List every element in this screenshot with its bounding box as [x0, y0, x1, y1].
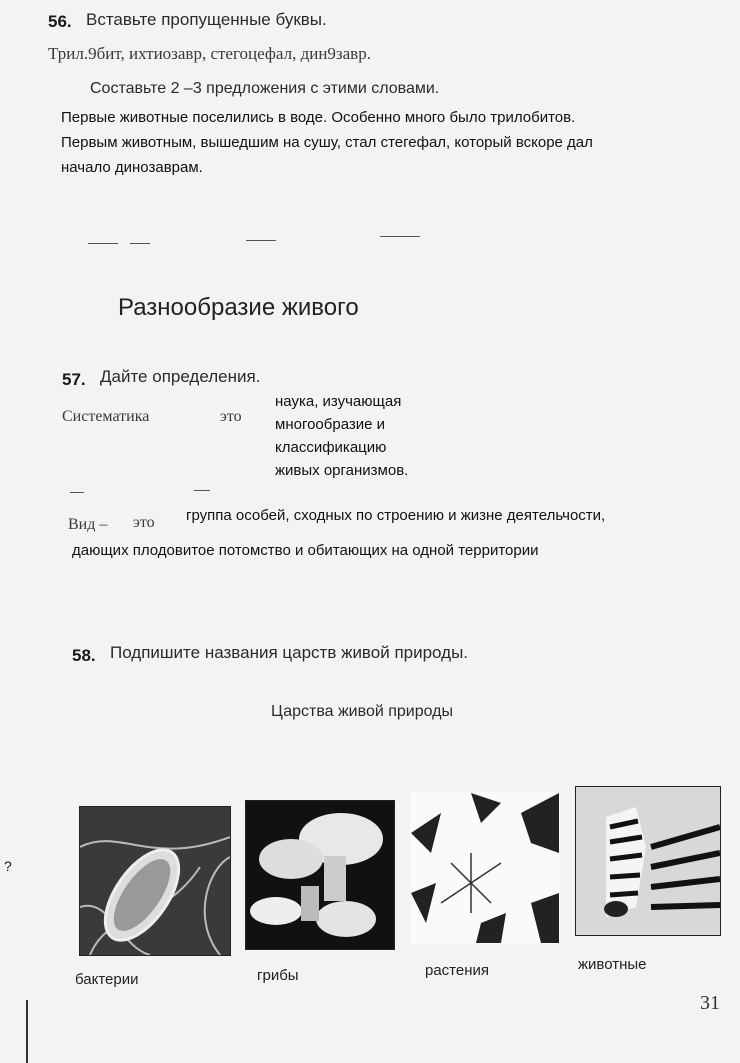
def1-line-3: классификацию	[275, 439, 387, 456]
caption-fungi: грибы	[257, 967, 299, 984]
answer-line-2: Первым животным, вышедшим на сушу, стал стегефал, который вскоре дал	[61, 134, 593, 151]
zebra-image	[575, 786, 721, 936]
task-56-subprompt: Составьте 2 –3 предложения с этими словами.	[90, 80, 440, 97]
task-58-number: 58.	[72, 646, 96, 665]
caption-bacteria: бактерии	[75, 971, 139, 988]
caption-plants: растения	[425, 962, 490, 979]
kingdoms-subtitle: Царства живой природы	[271, 703, 453, 720]
mushrooms-image	[245, 800, 395, 950]
plants-image	[410, 792, 560, 944]
task-57-number: 57.	[62, 370, 86, 389]
answer-line-1: Первые животные поселились в воде. Особенно много было трилобитов.	[61, 109, 576, 126]
term-species: Вид –	[68, 516, 108, 533]
bacteria-image	[79, 806, 231, 956]
task-58-prompt: Подпишите названия царств живой природы.	[110, 643, 469, 662]
task-57-prompt: Дайте определения.	[100, 367, 261, 386]
task-56-words: Трил.9бит, ихтиозавр, стегоцефал, дин9завр.	[48, 44, 371, 63]
eto-2: это	[133, 514, 155, 531]
def1-line-4: живых организмов.	[275, 462, 409, 479]
term-systematics: Систематика	[62, 408, 150, 425]
caption-animals: животные	[578, 956, 647, 973]
def1-line-1: наука, изучающая	[275, 393, 402, 410]
task-56-prompt: Вставьте пропущенные буквы.	[86, 10, 327, 29]
eto-1: это	[220, 408, 242, 425]
def2-line-1: группа особей, сходных по строению и жизне деятельчости,	[186, 507, 606, 524]
page-number: 31	[700, 992, 720, 1014]
def2-line-2: дающих плодовитое потомство и обитающих на одной территории	[72, 542, 539, 559]
section-title: Разнообразие живого	[118, 294, 359, 321]
def1-line-2: многообразие и	[275, 416, 386, 433]
task-56-number: 56.	[48, 12, 72, 31]
answer-line-3: начало динозаврам.	[61, 159, 203, 176]
margin-mark: ?	[4, 858, 12, 874]
